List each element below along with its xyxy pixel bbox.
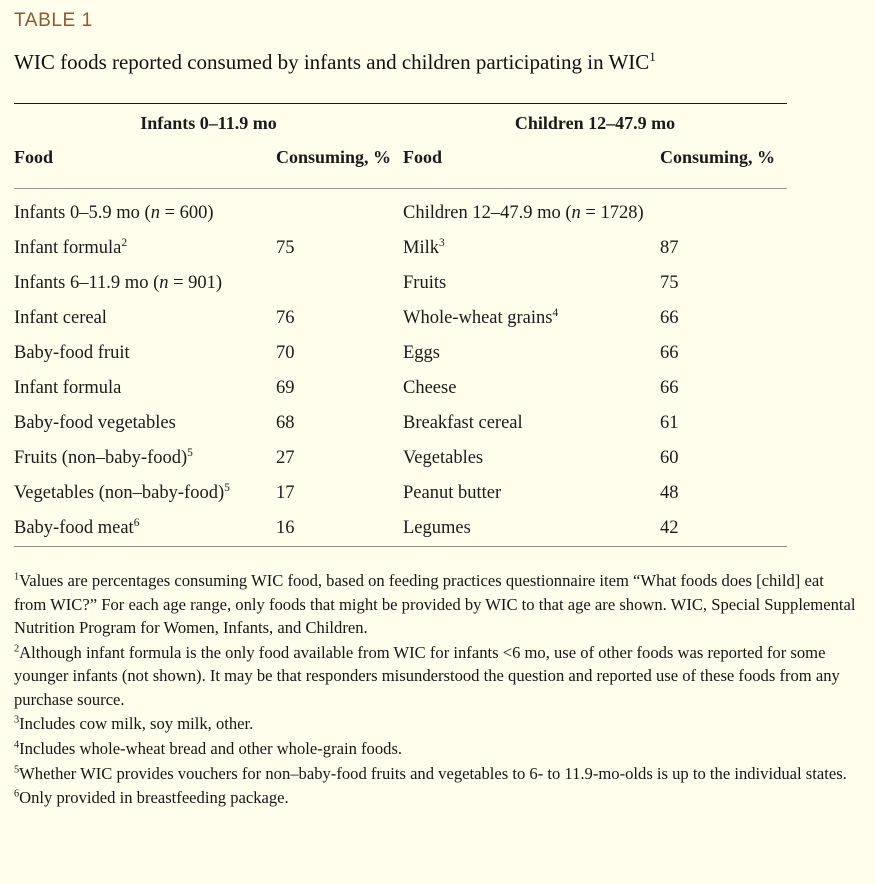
cell-percent-children: 60 (660, 448, 679, 469)
column-header-food-children: Food (403, 147, 660, 189)
footnote-text: Only provided in breastfeeding package. (19, 788, 289, 808)
footnote-text: Although infant formula is the only food available from WIC for infants <6 mo, use of other foods was reported for some younger infants (not shown). It may be that responders misunderstood the question and reported use of these foods from any purchase source. (14, 642, 840, 709)
cell-food-infants: Infants 6–11.9 mo (n = 901) (14, 273, 223, 294)
caption-footnote-marker: 1 (649, 48, 656, 64)
cell-percent-infants: 75 (276, 238, 295, 259)
cell-percent-children: 75 (660, 273, 679, 294)
column-header-consuming-infants: Consuming, % (276, 147, 403, 189)
table-row (14, 441, 787, 476)
table-footnotes (14, 569, 859, 810)
cell-percent-infants: 27 (276, 448, 295, 469)
cell-food-infants: Infant formula$^2$ (14, 236, 128, 259)
cell-food-children: Cheese (403, 378, 457, 399)
cell-food-children: Peanut butter (403, 483, 502, 504)
table-row (14, 371, 787, 406)
table-number-label: TABLE 1 (14, 10, 93, 31)
cell-food-children: Vegetables (403, 448, 484, 469)
table-row (14, 406, 787, 441)
footnote-item (14, 641, 859, 712)
table-row (14, 336, 787, 371)
cell-percent-infants: 70 (276, 343, 295, 364)
footnote-marker: 2 (121, 236, 128, 249)
footnote-marker: 5 (187, 446, 193, 459)
footnote-marker: 5 (224, 481, 230, 494)
cell-percent-children: 66 (660, 343, 679, 364)
footnote-number: 2 (14, 643, 20, 655)
footnote-item (14, 569, 859, 640)
table-body (14, 189, 787, 547)
cell-percent-children: 66 (660, 378, 679, 399)
group-header-row (14, 104, 787, 148)
cell-percent-children: 87 (660, 238, 679, 259)
cell-food-children: Fruits (403, 273, 447, 294)
footnote-item (14, 762, 859, 786)
cell-food-children: Children 12–47.9 mo (n = 1728) (403, 203, 644, 224)
sample-size-n: n (159, 273, 169, 294)
footnote-text: Whether WIC provides vouchers for non–baby-food fruits and vegetables to 6- to 11.9-mo-olds is up to the individual states. (19, 763, 847, 783)
table-row (14, 189, 787, 232)
table-container (14, 103, 787, 547)
footnote-number: 4 (14, 739, 20, 751)
cell-percent-infants: 16 (276, 511, 403, 547)
footnote-item (14, 737, 859, 761)
group-header-children: Children 12–47.9 mo (403, 104, 787, 148)
column-header-food-infants: Food (14, 147, 276, 189)
cell-percent-children: 42 (660, 511, 787, 547)
table-row (14, 301, 787, 336)
table-caption (14, 32, 861, 75)
cell-percent-children: 66 (660, 308, 679, 329)
cell-food-infants: Infant formula (14, 378, 122, 399)
cell-percent-infants: 17 (276, 483, 295, 504)
cell-percent-children: 48 (660, 483, 679, 504)
cell-food-infants: Baby-food meat$^6$ (14, 511, 276, 547)
table-row (14, 476, 787, 511)
footnote-text: Values are percentages consuming WIC food, based on feeding practices questionnaire item “What foods does [child] eat from WIC?” For each age range, only foods that might be provided by WIC to that age are shown. WIC, Special Supplemental Nutrition Program for Women, Infants, and Children. (14, 571, 856, 638)
table-caption-text: WIC foods reported consumed by infants and children participating in WIC (14, 49, 650, 74)
footnote-marker: 4 (552, 306, 559, 319)
cell-food-children: Eggs (403, 343, 440, 364)
column-header-row (14, 147, 787, 189)
footnote-number: 3 (14, 714, 20, 726)
table-row (14, 511, 787, 547)
wic-foods-table (14, 103, 787, 547)
table-head (14, 104, 787, 189)
cell-food-infants: Infants 0–5.9 mo (n = 600) (14, 203, 214, 224)
table-row (14, 266, 787, 301)
cell-percent-infants (276, 189, 403, 232)
cell-food-infants: Infant cereal (14, 308, 107, 329)
group-header-infants: Infants 0–11.9 mo (14, 104, 403, 148)
cell-food-children: Whole-wheat grains$^4$ (403, 306, 559, 329)
cell-percent-infants: 68 (276, 413, 295, 434)
footnote-marker: 6 (133, 516, 140, 529)
cell-percent-infants: 69 (276, 378, 295, 399)
footnote-number: 1 (14, 571, 20, 583)
cell-food-children: Breakfast cereal (403, 413, 523, 434)
footnote-item (14, 786, 859, 810)
cell-food-children: Milk$^3$ (403, 236, 445, 259)
footnote-number: 6 (14, 788, 20, 800)
footnote-number: 5 (14, 764, 20, 776)
footnote-item (14, 712, 859, 736)
cell-percent-children: 61 (660, 413, 679, 434)
cell-food-infants: Baby-food vegetables (14, 413, 176, 434)
cell-food-infants: Vegetables (non–baby-food)$^5$ (14, 481, 230, 504)
footnote-marker: 3 (438, 236, 445, 249)
cell-food-children: Legumes (403, 511, 660, 547)
cell-percent-infants: 76 (276, 308, 295, 329)
table-row (14, 231, 787, 266)
footnote-text: Includes whole-wheat bread and other whole-grain foods. (19, 739, 403, 759)
cell-food-infants: Baby-food fruit (14, 343, 130, 364)
cell-food-infants: Fruits (non–baby-food)$^5$ (14, 446, 193, 469)
sample-size-n: n (571, 203, 581, 224)
column-header-consuming-children: Consuming, % (660, 147, 787, 189)
sample-size-n: n (150, 203, 160, 224)
cell-percent-children (660, 189, 787, 232)
footnote-text: Includes cow milk, soy milk, other. (19, 714, 254, 734)
cell-percent-infants (276, 266, 403, 301)
